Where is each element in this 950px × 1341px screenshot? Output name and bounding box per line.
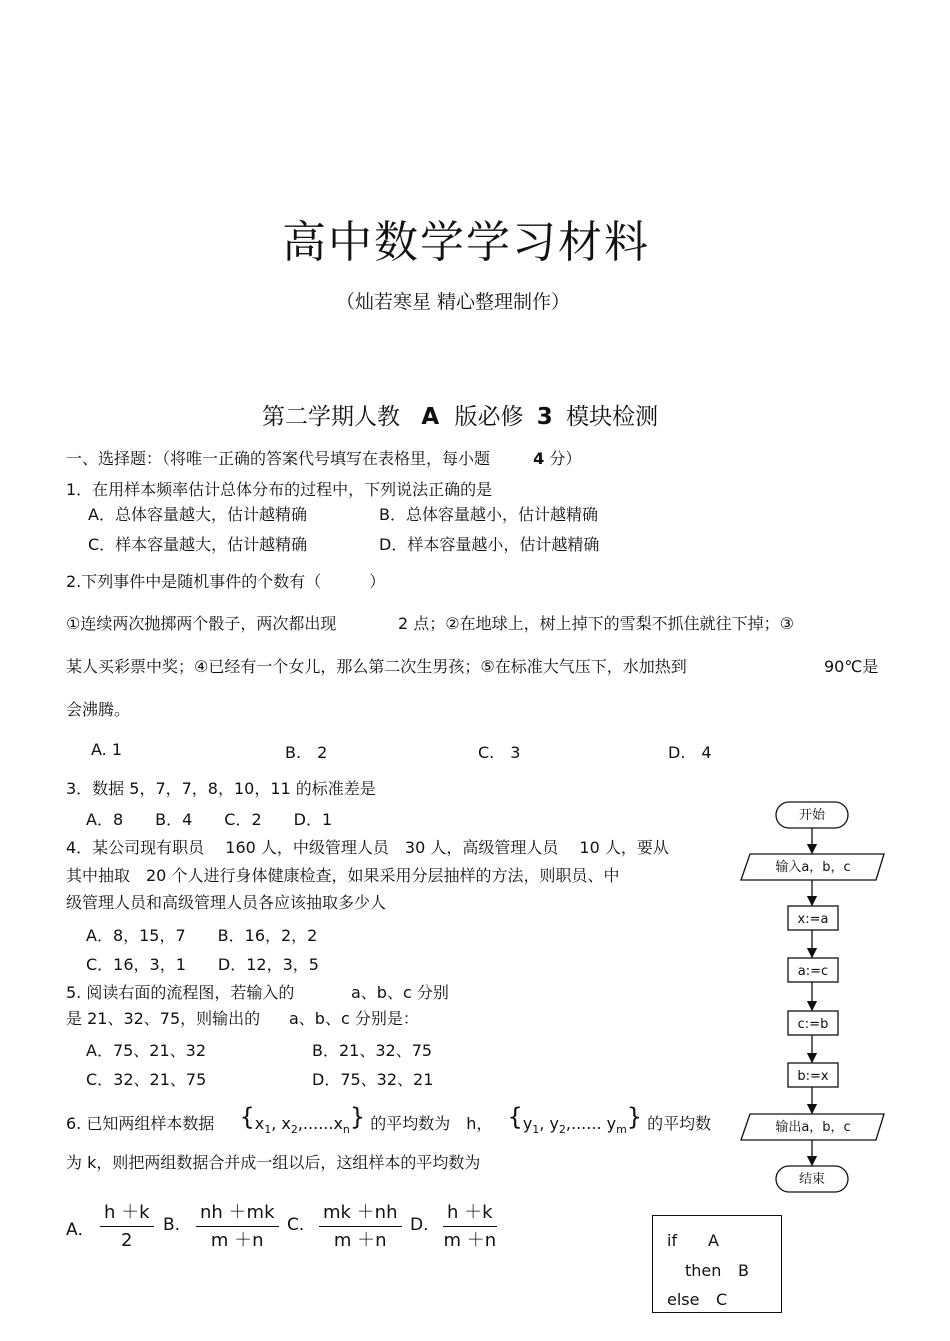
q4-line1: 4．某公司现有职员 160 人，中级管理人员 30 人，高级管理人员 10 人，要从 — [66, 838, 669, 857]
q2-option-d: D. 4 — [668, 743, 712, 762]
subscript: 1 — [264, 1123, 272, 1136]
brace-close: } — [626, 1103, 643, 1131]
subscript: m — [616, 1123, 627, 1136]
section-points: 4 — [533, 449, 545, 468]
numerator: h ＋k — [100, 1200, 154, 1227]
q4-line3: 级管理人员和高级管理人员各应该抽取多少人 — [66, 893, 387, 912]
code-keyword: else — [667, 1290, 700, 1309]
q2-option-b: B. 2 — [285, 743, 328, 762]
q2-line1a: ①连续两次抛掷两个骰子，两次都出现 — [66, 614, 337, 633]
q4-line2: 其中抽取 20 个人进行身体健康检查，如果采用分层抽样的方法，则职员、中 — [66, 866, 620, 885]
pseudocode-box — [652, 1215, 782, 1313]
denominator: m ＋n — [210, 1230, 264, 1251]
exam-title-part: 版必修 — [454, 404, 524, 430]
subscript: 1 — [532, 1123, 540, 1136]
exam-title-part: 模块检测 — [566, 404, 659, 430]
page-subtitle: （灿若寒星 精心整理制作） — [336, 291, 571, 313]
flow-output-label: 输出a，b，c — [775, 1120, 851, 1135]
q2-line3: 会沸腾。 — [66, 700, 131, 719]
q5-option-d: D．75、32、21 — [312, 1070, 434, 1089]
subscript: 2 — [290, 1123, 298, 1136]
numerator: mk ＋nh — [319, 1200, 402, 1227]
q1-option-a: A．总体容量越大，估计越精确 — [88, 505, 307, 524]
q6-post: 的平均数 — [647, 1114, 712, 1133]
q1-option-d: D．样本容量越小，估计越精确 — [379, 535, 600, 554]
denominator: 2 — [121, 1230, 133, 1251]
brace-close: } — [349, 1103, 366, 1131]
q6-label-d: D. — [410, 1215, 429, 1235]
q3-stem: 3．数据 5，7，7，8，10，11 的标准差是 — [66, 779, 376, 798]
q1-option-b: B．总体容量越小，估计越精确 — [379, 505, 598, 524]
exam-title-part: 3 — [536, 404, 553, 430]
section-heading-text: 一、选择题：（将唯一正确的答案代号填写在表格里，每小题 — [66, 449, 491, 468]
denominator: m ＋n — [333, 1230, 387, 1251]
q2-line2a: 某人买彩票中奖；④已经有一个女儿，那么第二次生男孩；⑤在标准大气压下，水加热到 — [66, 657, 687, 676]
q4-options-cd: C．16，3，1 D．12，3，5 — [86, 955, 319, 974]
flow-step-label: c:=b — [797, 1017, 829, 1032]
q5-line2b: a、b、c 分别是： — [289, 1009, 419, 1028]
flow-step-label: x:=a — [797, 912, 829, 927]
code-operand: C — [716, 1290, 728, 1309]
page-title: 高中数学学习材料 — [282, 217, 650, 268]
code-keyword: then — [685, 1261, 722, 1280]
section-heading-tail: 分） — [549, 449, 582, 468]
flow-step-label: b:=x — [797, 1069, 829, 1084]
q2-option-c: C. 3 — [478, 743, 521, 762]
x-var: ,......x — [297, 1114, 343, 1133]
flow-end-label: 结束 — [798, 1172, 826, 1187]
q5-option-c: C．32、21、75 — [86, 1070, 207, 1089]
q5-line1a: 5. 阅读右面的流程图，若输入的 — [66, 983, 295, 1002]
flow-step-label: a:=c — [797, 964, 829, 979]
q2-line2b: 90℃是 — [824, 657, 879, 676]
q1-stem: 1．在用样本频率估计总体分布的过程中，下列说法正确的是 — [66, 480, 493, 499]
exam-title-part: A — [421, 404, 440, 430]
brace-open: { — [239, 1103, 255, 1131]
numerator: nh ＋mk — [196, 1200, 279, 1227]
code-operand: B — [738, 1261, 749, 1280]
y-var: y — [522, 1114, 533, 1133]
q6-label-b: B. — [163, 1215, 181, 1235]
q1-option-c: C．样本容量越大，估计越精确 — [88, 535, 308, 554]
q2-stem: 2.下列事件中是随机事件的个数有（ ） — [66, 572, 386, 591]
y-var: , y — [539, 1114, 559, 1133]
q5-option-a: A．75、21、32 — [86, 1041, 207, 1060]
q5-option-b: B．21、32、75 — [312, 1041, 433, 1060]
code-operand: A — [708, 1231, 719, 1250]
flow-start-label: 开始 — [798, 808, 826, 823]
q4-options-ab: A．8，15，7 B．16，2，2 — [86, 926, 318, 945]
q2-option-a: A. 1 — [91, 740, 123, 759]
y-var: ,...... y — [565, 1114, 617, 1133]
q3-options: A．8 B．4 C．2 D．1 — [86, 810, 333, 829]
code-keyword: if — [667, 1231, 678, 1250]
q6-pre: 6. 已知两组样本数据 — [66, 1114, 215, 1133]
subscript: n — [342, 1123, 350, 1136]
brace-open: { — [507, 1103, 523, 1131]
denominator: m ＋n — [443, 1230, 497, 1251]
exam-title-part: 第二学期人教 — [262, 404, 400, 430]
q5-line2a: 是 21、32、75，则输出的 — [66, 1009, 261, 1028]
q6-line2: 为 k，则把两组数据合并成一组以后，这组样本的平均数为 — [66, 1153, 481, 1172]
x-var: x — [254, 1114, 265, 1133]
flow-input-label: 输入a，b，c — [775, 860, 851, 875]
subscript: 2 — [558, 1123, 566, 1136]
q6-mid: 的平均数为 h， — [370, 1114, 493, 1133]
q5-line1b: a、b、c 分别 — [351, 983, 449, 1002]
q6-label-a: A． — [66, 1220, 95, 1240]
q2-line1b: 2 点；②在地球上，树上掉下的雪梨不抓住就往下掉；③ — [398, 614, 794, 633]
numerator: h ＋k — [443, 1200, 497, 1227]
x-var: , x — [271, 1114, 291, 1133]
q6-label-c: C. — [287, 1215, 305, 1235]
